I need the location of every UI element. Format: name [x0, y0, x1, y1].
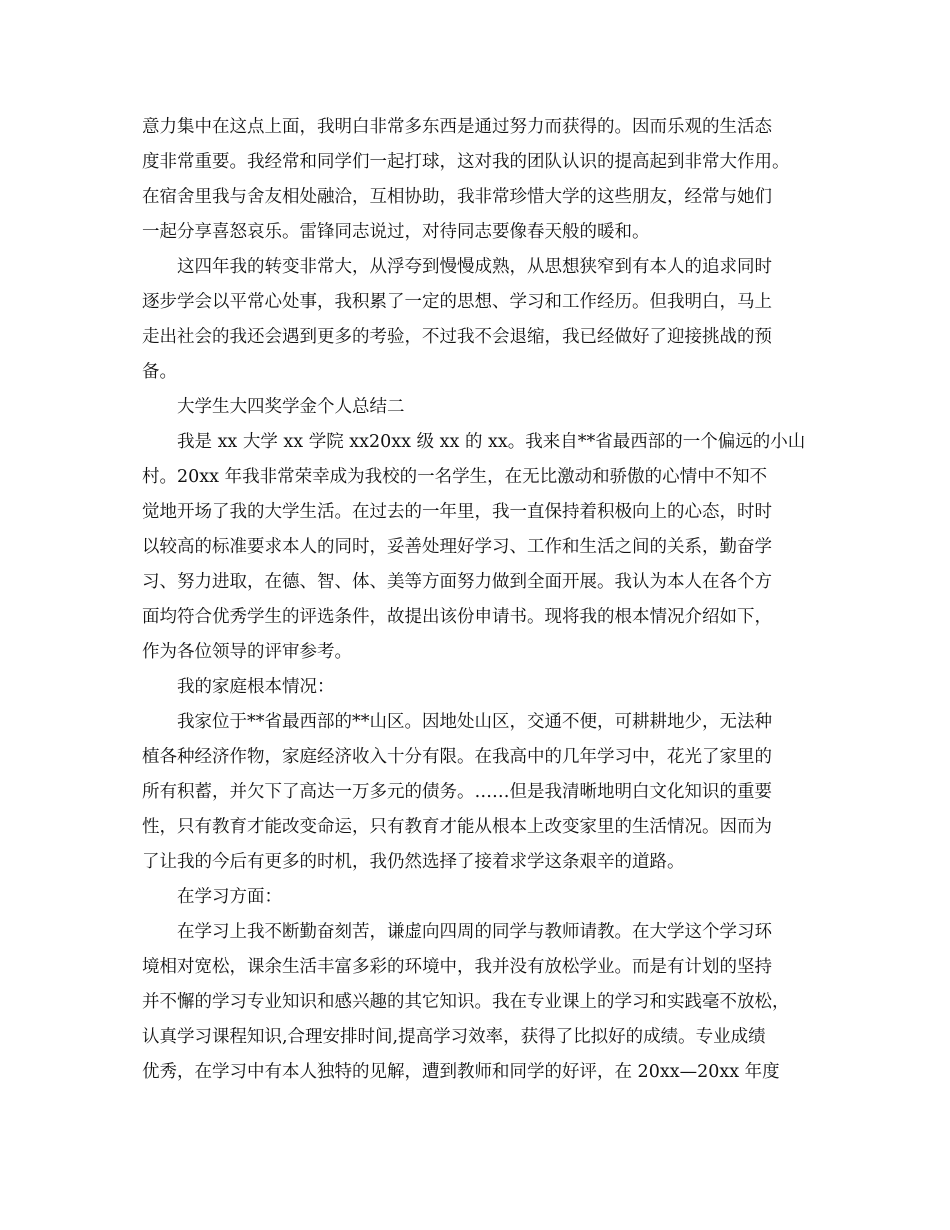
text-line: 村。20xx 年我非常荣幸成为我校的一名学生，在无比激动和骄傲的心情中不知不: [142, 467, 768, 487]
text-line: 了让我的今后有更多的时机，我仍然选择了接着求学这条艰辛的道路。: [142, 852, 685, 872]
text-line: 作为各位领导的评审参考。: [142, 642, 352, 662]
text-line: 度非常重要。我经常和同学们一起打球，这对我的团队认识的提高起到非常大作用。: [142, 152, 790, 172]
text-line: 认真学习课程知识,合理安排时间,提高学习效率，获得了比拟好的成绩。专业成绩: [142, 1027, 766, 1047]
subsection-heading: 我的家庭根本情况：: [177, 677, 335, 697]
paragraph-start-line: 这四年我的转变非常大，从浮夸到慢慢成熟，从思想狭窄到有本人的追求同时: [177, 257, 772, 277]
text-line: 所有积蓄，并欠下了高达一万多元的债务。……但是我清晰地明白文化知识的重要: [142, 782, 772, 802]
text-line: 逐步学会以平常心处事，我积累了一定的思想、学习和工作经历。但我明白，马上: [142, 292, 772, 312]
section-heading: 大学生大四奖学金个人总结二: [177, 397, 405, 417]
text-line: 境相对宽松，课余生活丰富多彩的环境中，我并没有放松学业。而是有计划的坚持: [142, 957, 772, 977]
text-line: 觉地开场了我的大学生活。在过去的一年里，我一直保持着积极向上的心态，时时: [142, 502, 772, 522]
text-line: 面均符合优秀学生的评选条件，故提出该份申请书。现将我的根本情况介绍如下，: [142, 607, 772, 627]
text-line: 一起分享喜怒哀乐。雷锋同志说过，对待同志要像春天般的暖和。: [142, 222, 650, 242]
text-line: 习、努力进取，在德、智、体、美等方面努力做到全面开展。我认为本人在各个方: [142, 572, 772, 592]
text-line: 以较高的标准要求本人的同时，妥善处理好学习、工作和生活之间的关系，勤奋学: [142, 537, 772, 557]
text-line: 备。: [142, 362, 177, 382]
paragraph-start-line: 在学习上我不断勤奋刻苦，谦虚向四周的同学与教师请教。在大学这个学习环: [177, 922, 772, 942]
subsection-heading: 在学习方面：: [177, 887, 282, 907]
text-line: 在宿舍里我与舍友相处融洽，互相协助，我非常珍惜大学的这些朋友，经常与她们: [142, 187, 772, 207]
text-line: 优秀，在学习中有本人独特的见解，遭到教师和同学的好评，在 20xx—20xx 年度: [142, 1062, 780, 1082]
text-line: 植各种经济作物，家庭经济收入十分有限。在我高中的几年学习中，花光了家里的: [142, 747, 772, 767]
text-line: 意力集中在这点上面，我明白非常多东西是通过努力而获得的。因而乐观的生活态: [142, 117, 772, 137]
paragraph-start-line: 我是 xx 大学 xx 学院 xx20xx 级 xx 的 xx。我来自**省最西部的一个偏远的小山: [177, 432, 806, 452]
text-line: 性，只有教育才能改变命运，只有教育才能从根本上改变家里的生活情况。因而为: [142, 817, 772, 837]
document-page: [142, 110, 824, 1090]
text-line: 走出社会的我还会遇到更多的考验，不过我不会退缩，我已经做好了迎接挑战的预: [142, 327, 772, 347]
text-line: 并不懈的学习专业知识和感兴趣的其它知识。我在专业课上的学习和实践毫不放松，: [142, 992, 790, 1012]
paragraph-start-line: 我家位于**省最西部的**山区。因地处山区，交通不便，可耕耕地少，无法种: [177, 712, 772, 732]
